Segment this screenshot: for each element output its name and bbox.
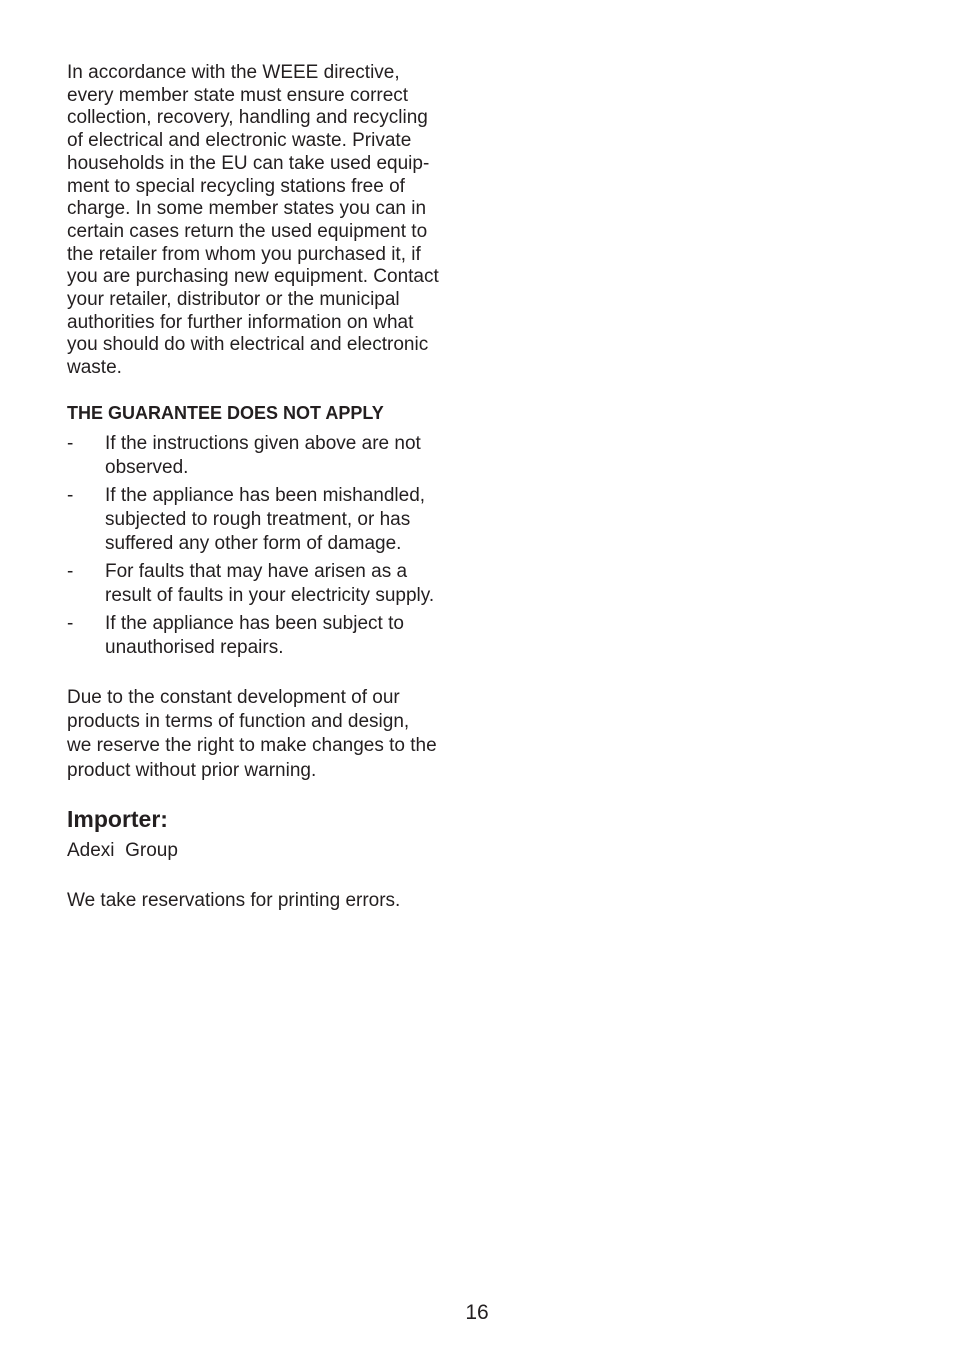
list-item (67, 484, 477, 556)
list-item (67, 432, 477, 480)
page-number: 16 (465, 1301, 489, 1324)
list-dash: - (67, 484, 74, 506)
guarantee-heading: THE GUARANTEE DOES NOT APPLY (67, 402, 384, 423)
document-column (67, 62, 477, 913)
list-dash: - (67, 432, 74, 454)
list-dash: - (67, 612, 74, 634)
list-item (67, 612, 477, 660)
weee-paragraph: In accordance with the WEEE directive, every member state must ensure correct collection, recovery, handling and recycling of electrical and electronic waste. Private households in the EU can take used equip- ment to special recycling stations free of charge. In some member states you can in certain cases return the used equipment to the retailer from whom you purchased it, if you are purchasing new equipment. Contact your retailer, distributor or the municipal authorities for further information on what you should do with electrical and electronic waste. (67, 62, 439, 379)
development-paragraph: Due to the constant development of our products in terms of function and design, we reserve the right to make changes to the product without prior warning. (67, 686, 437, 781)
guarantee-list (67, 432, 477, 660)
list-item-text: If the instructions given above are not observed. (105, 432, 421, 478)
importer-title: Importer: (67, 806, 168, 833)
list-item-text: For faults that may have arisen as a result of faults in your electricity supply. (105, 560, 435, 606)
list-item-text: If the appliance has been subject to unauthorised repairs. (105, 612, 404, 658)
importer-name: Adexi Group (67, 840, 178, 862)
list-item-text: If the appliance has been mishandled, subjected to rough treatment, or has suffered any other form of damage. (105, 484, 426, 554)
list-dash: - (67, 560, 74, 582)
list-item (67, 560, 477, 608)
printing-note: We take reservations for printing errors. (67, 890, 401, 912)
